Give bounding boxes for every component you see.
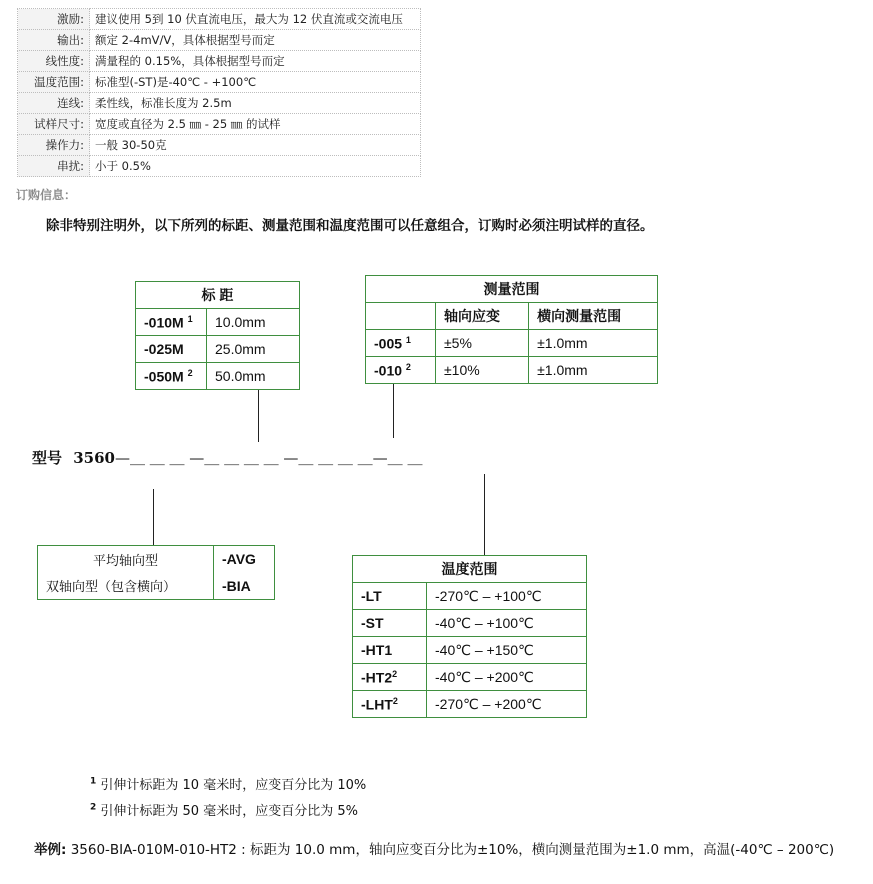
table-row [136,309,300,336]
range-code: -010 $^2$ [366,357,436,384]
table-row [353,583,587,610]
temp-value: -40℃ – +200℃ [427,664,587,691]
spec-key: 串扰: [18,156,90,177]
spec-row [18,114,421,135]
temp-code: $-HT2^2$ [353,664,427,691]
spec-value: 标准型(-ST)是-40℃ - +100℃ [90,72,421,93]
connector-line-type [153,489,154,545]
type-name: 双轴向型（包含横向） [38,573,214,600]
gauge-value: 10.0mm [207,309,300,336]
temp-code: -LHT$^2$ [353,691,427,718]
spec-value: 柔性线，标准长度为 2.5m [90,93,421,114]
temperature-range-table [352,555,587,718]
connector-line-temp [484,474,485,555]
spec-row [18,30,421,51]
temp-value: -270℃ – +200℃ [427,691,587,718]
model-number-line [32,447,422,468]
example-label: 举例: [34,842,67,858]
gauge-code: -050M $^2$ [136,363,207,390]
range-axial: ±10% [436,357,529,384]
model-pattern: —＿ ＿ ＿ —＿ ＿ ＿ ＿ —＿ ＿ ＿ ＿—＿ ＿ [115,449,423,467]
spec-value: 宽度或直径为 2.5 ㎜ - 25 ㎜ 的试样 [90,114,421,135]
spec-key: 激励: [18,9,90,30]
table-row [353,610,587,637]
gauge-value: 25.0mm [207,336,300,363]
spec-key: 线性度: [18,51,90,72]
spec-key: 连线: [18,93,90,114]
spec-key: 操作力: [18,135,90,156]
temp-value: -270℃ – +100℃ [427,583,587,610]
temp-code: -ST [353,610,427,637]
spec-table [17,8,421,177]
model-number: 3560 [73,449,115,467]
spec-row [18,156,421,177]
type-code: -AVG [213,546,274,573]
spec-key: 温度范围: [18,72,90,93]
spec-key: 试样尺寸: [18,114,90,135]
gauge-code: -025M [136,336,207,363]
range-header-blank [366,303,436,330]
spec-value: 一般 30-50克 [90,135,421,156]
gauge-code: -010M $^1$ [136,309,207,336]
range-axial: ±5% [436,330,529,357]
gauge-length-table [135,281,300,390]
temp-table-title: 温度范围 [353,556,587,583]
table-row [38,573,275,600]
range-table-title: 测量范围 [366,276,658,303]
example-text: 3560-BIA-010M-010-HT2 : 标距为 10.0 mm，轴向应变百分比为±10%，横向测量范围为±1.0 mm，高温(-40℃ – 200℃) [66,842,835,858]
gauge-value: 50.0mm [207,363,300,390]
spec-row [18,72,421,93]
range-transverse: ±1.0mm [529,330,658,357]
range-transverse: ±1.0mm [529,357,658,384]
order-example [34,838,834,858]
temp-value: -40℃ – +100℃ [427,610,587,637]
footnote-1: $^1$ 引伸计标距为 10 毫米时，应变百分比为 10% [90,776,367,793]
model-label: 型号 [32,449,63,467]
type-code: -BIA [213,573,274,600]
spec-value: 建议使用 5到 10 伏直流电压，最大为 12 伏直流或交流电压 [90,9,421,30]
table-row [353,691,587,718]
range-header-axial: 轴向应变 [436,303,529,330]
table-row [38,546,275,573]
temp-code: -HT1 [353,637,427,664]
spec-value: 小于 0.5% [90,156,421,177]
table-row [136,336,300,363]
range-code: -005 $^1$ [366,330,436,357]
spec-row [18,9,421,30]
connector-line-gauge [258,390,259,442]
table-row [366,330,658,357]
table-row [353,637,587,664]
footnote-2: $^2$ 引伸计标距为 50 毫米时，应变百分比为 5% [90,802,358,819]
spec-value: 满量程的 0.15%，具体根据型号而定 [90,51,421,72]
spec-row [18,51,421,72]
range-header-transverse: 横向测量范围 [529,303,658,330]
spec-row [18,93,421,114]
extensometer-type-table [37,545,275,600]
spec-row [18,135,421,156]
order-info-heading: 订购信息： [16,188,77,202]
table-row [353,664,587,691]
connector-line-range [393,384,394,438]
intro-text: 除非特别注明外，以下所列的标距、测量范围和温度范围可以任意组合，订购时必须注明试样的直径。 [46,218,654,234]
temp-value: -40℃ – +150℃ [427,637,587,664]
spec-key: 输出: [18,30,90,51]
gauge-table-title: 标 距 [136,282,300,309]
temp-code: -LT [353,583,427,610]
spec-value: 额定 2-4mV/V，具体根据型号而定 [90,30,421,51]
table-row [366,357,658,384]
table-row [136,363,300,390]
type-name: 平均轴向型 [38,546,214,573]
measuring-range-table [365,275,658,384]
